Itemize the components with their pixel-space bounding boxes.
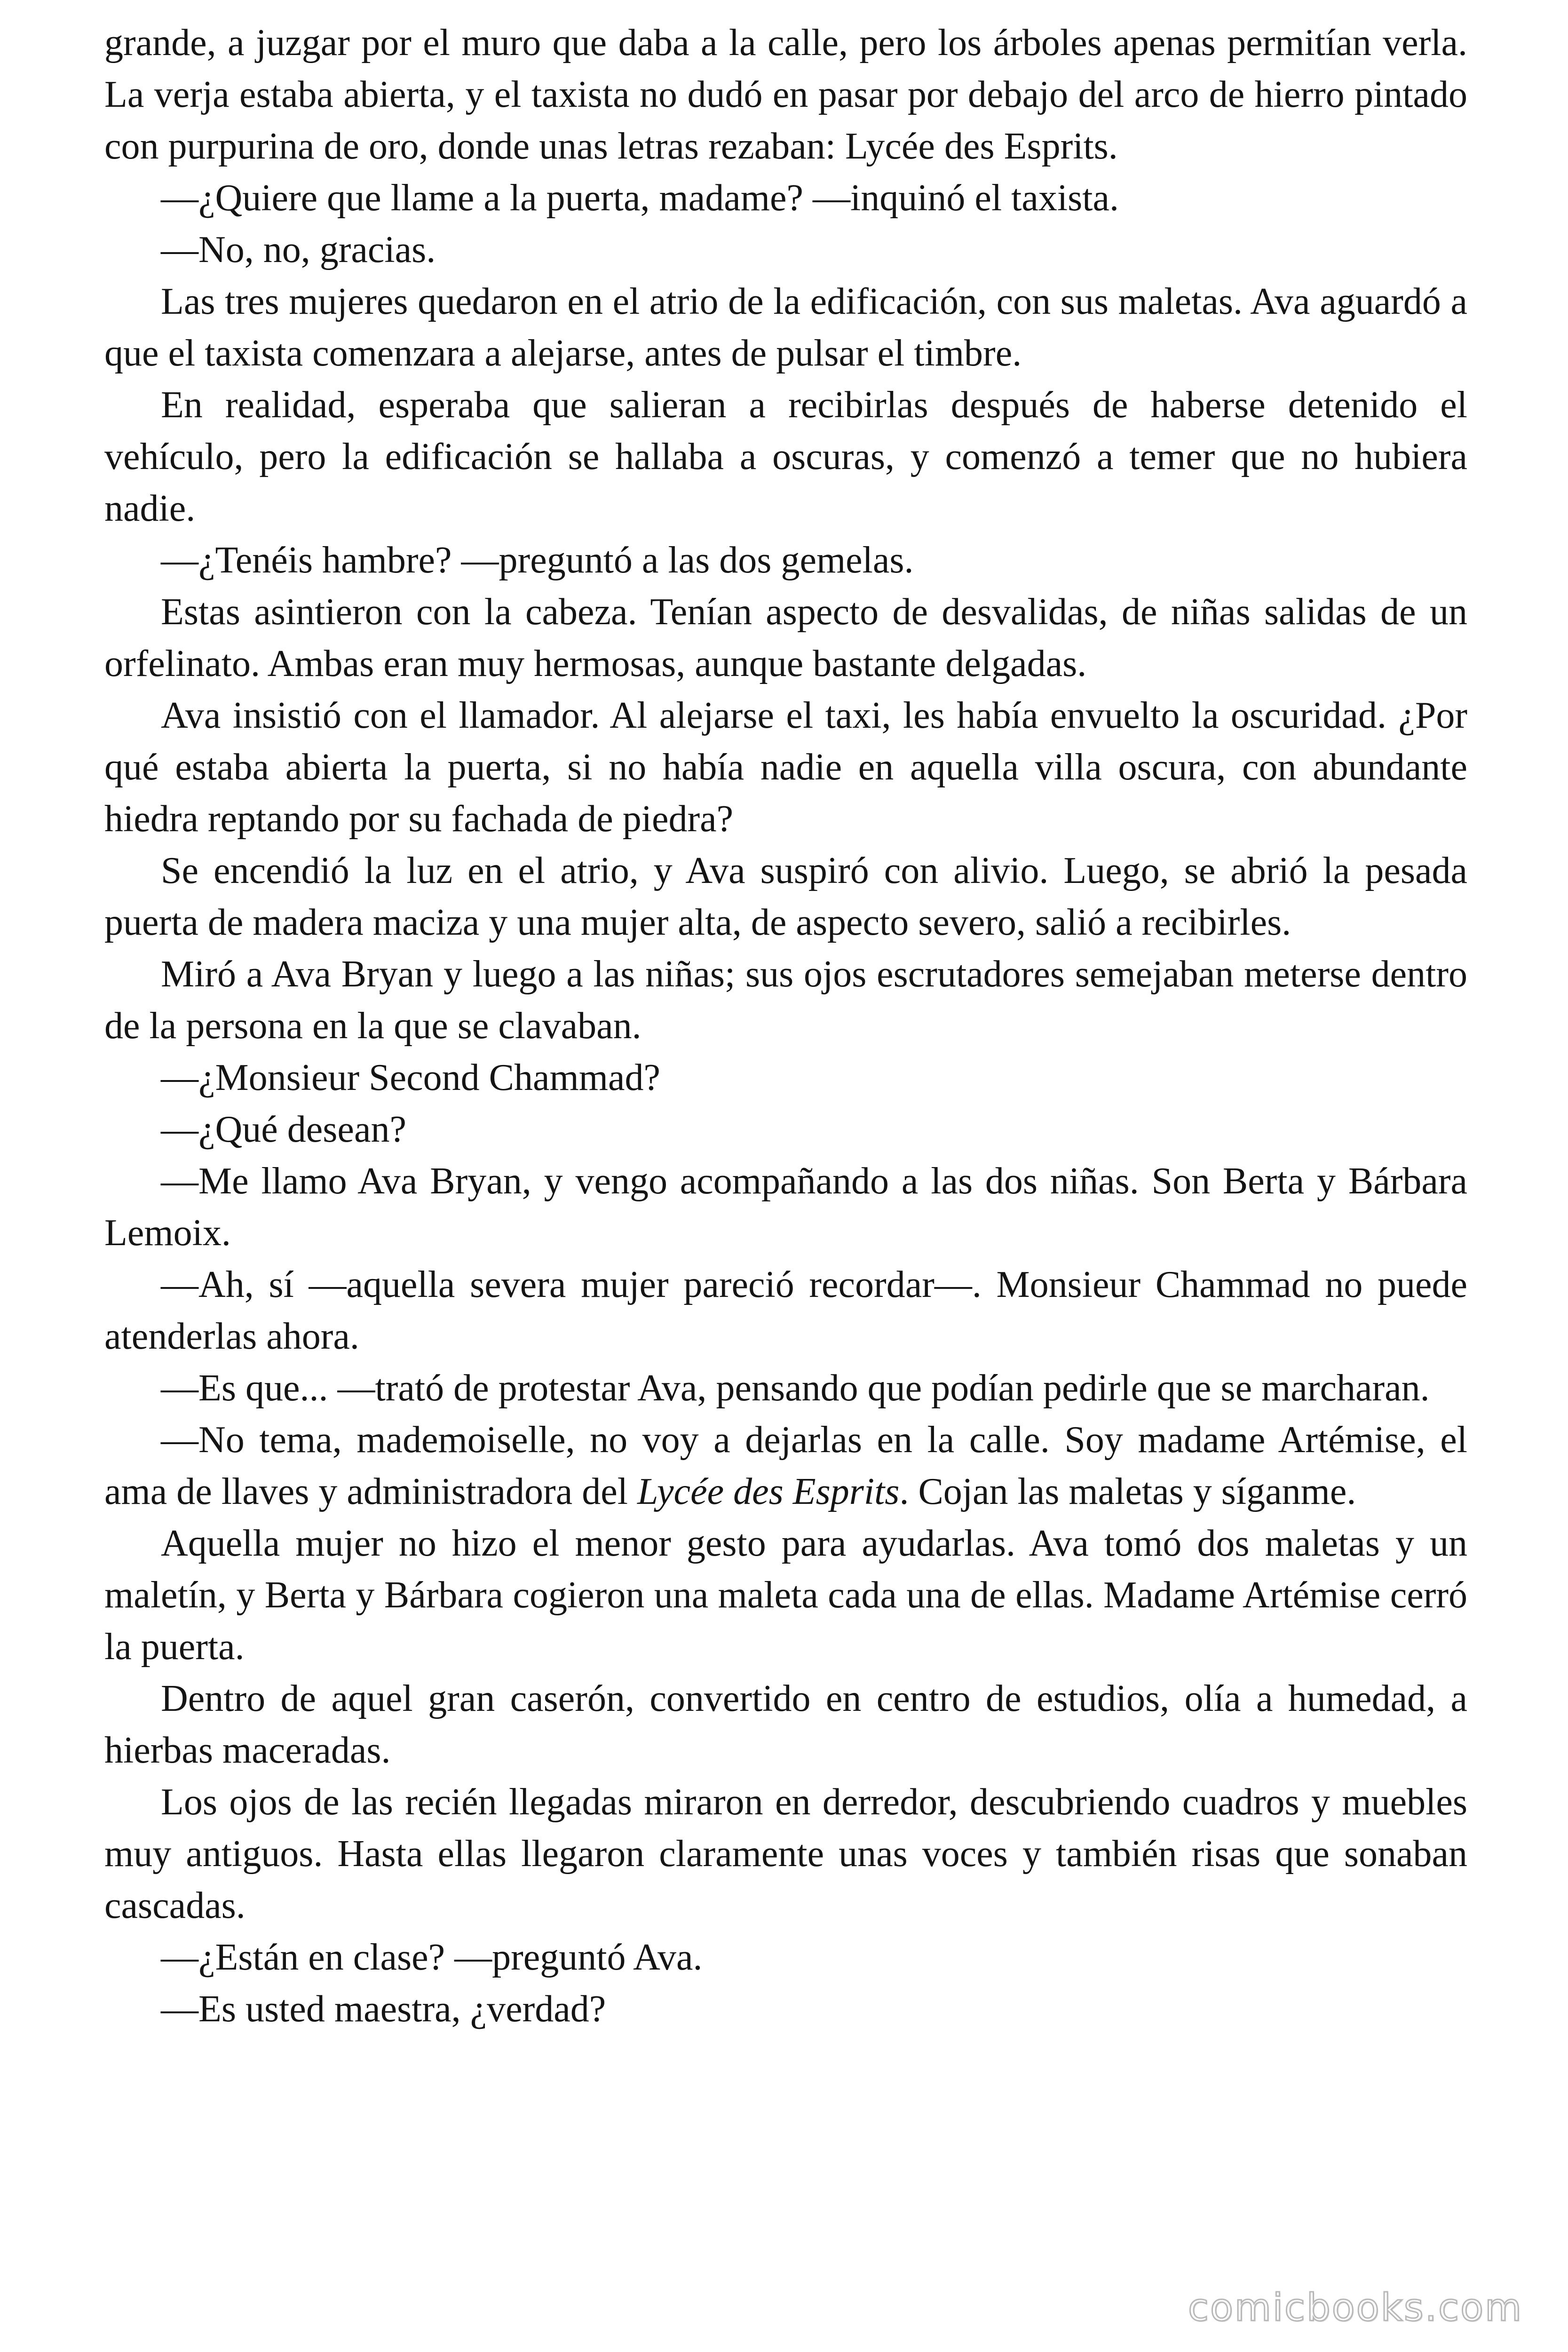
paragraph-twins: Estas asintieron con la cabeza. Tenían aspecto de desvalidas, de niñas salidas de un orfelinato. Ambas eran muy hermosas, aunque bastante delgadas. bbox=[104, 591, 1467, 684]
paragraph-humidity: Dentro de aquel gran caserón, convertido en centro de estudios, olía a humedad, a hierbas maceradas. bbox=[104, 1678, 1467, 1771]
watermark-logo: comicbooks.com bbox=[1188, 2286, 1523, 2329]
paragraph-luggage: Aquella mujer no hizo el menor gesto para ayudarlas. Ava tomó dos maletas y un maletín, y Berta y Bárbara cogieron una maleta cada una de ellas. Madame Artémise cerró la puerta. bbox=[104, 1523, 1467, 1668]
paragraph-knocker: Ava insistió con el llamador. Al alejarse el taxi, les había envuelto la oscuridad. ¿Por qué estaba abierta la puerta, si no había nadie en aquella villa oscura, con abundante hiedra reptando por su fachada de piedra? bbox=[104, 695, 1467, 840]
paragraph-protest: —Es que... —trató de protestar Ava, pensando que podían pedirle que se marcharan. bbox=[161, 1367, 1430, 1409]
paragraph-in-class-question: —¿Están en clase? —preguntó Ava. bbox=[161, 1937, 703, 1978]
paragraph-teacher-question: —Es usted maestra, ¿verdad? bbox=[161, 1988, 606, 2030]
paragraph-taxi-driver-question: —¿Quiere que llame a la puerta, madame? —inquinó el taxista. bbox=[161, 177, 1119, 219]
paragraph-introduction: —Me llamo Ava Bryan, y vengo acompañando a las dos niñas. Son Berta y Bárbara Lemoix. bbox=[104, 1160, 1467, 1254]
paragraph-remember: —Ah, sí —aquella severa mujer pareció recordar—. Monsieur Chammad no puede atenderlas ahora. bbox=[104, 1264, 1467, 1357]
paragraph-what-want: —¿Qué desean? bbox=[161, 1109, 406, 1150]
paragraph-darkness: En realidad, esperaba que salieran a recibirlas después de haberse detenido el vehículo, pero la edificación se hallaba a oscuras, y comenzó a temer que no hubiera nadie. bbox=[104, 384, 1467, 529]
paragraph-madame-artemise-end: . Cojan las maletas y síganme. bbox=[899, 1471, 1356, 1512]
paragraph-madame-artemise bbox=[104, 1414, 1467, 1518]
paragraph-no-thanks: —No, no, gracias. bbox=[161, 229, 436, 270]
paragraph-light-on: Se encendió la luz en el atrio, y Ava suspiró con alivio. Luego, se abrió la pesada puerta de madera maciza y una mujer alta, de aspecto severo, salió a recibirles. bbox=[104, 850, 1467, 943]
paragraph-antique-furniture: Los ojos de las recién llegadas miraron en derredor, descubriendo cuadros y muebles muy antiguos. Hasta ellas llegaron claramente unas voces y también risas que sonaban cascadas. bbox=[104, 1781, 1467, 1926]
paragraph-madame-artemise-start: —No tema, mademoiselle, no voy a dejarlas en la calle. Soy madame Artémise, el ama de llaves y administradora del bbox=[104, 1419, 1467, 1512]
paragraph-hungry-question: —¿Tenéis hambre? —preguntó a las dos gemelas. bbox=[161, 540, 914, 581]
paragraph-monsieur-question: —¿Monsieur Second Chammad? bbox=[161, 1057, 660, 1098]
paragraph-opening: grande, a juzgar por el muro que daba a la calle, pero los árboles apenas permitían verla. La verja estaba abierta, y el taxista no dudó en pasar por debajo del arco de hierro pintado con purpurina de oro, donde unas letras rezaban: Lycée des Esprits. bbox=[104, 22, 1467, 167]
school-name-italic: Lycée des Esprits bbox=[637, 1471, 900, 1512]
paragraph-gaze: Miró a Ava Bryan y luego a las niñas; sus ojos escrutadores semejaban meterse dentro de la persona en la que se clavaban. bbox=[104, 954, 1467, 1047]
paragraph-atrium: Las tres mujeres quedaron en el atrio de la edificación, con sus maletas. Ava aguardó a que el taxista comenzara a alejarse, antes de pulsar el timbre. bbox=[104, 281, 1467, 374]
book-page-text bbox=[104, 17, 1467, 2035]
